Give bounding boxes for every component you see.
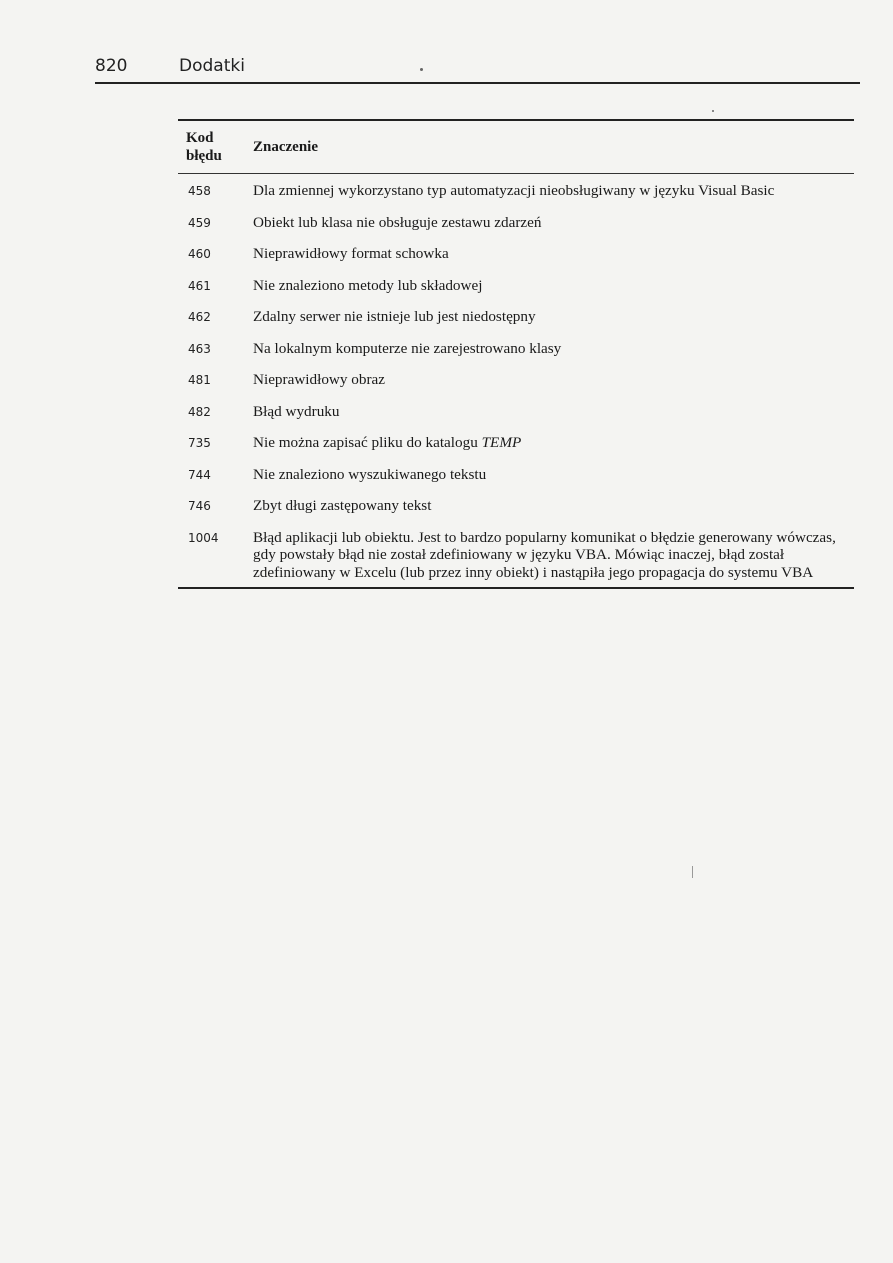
error-code: 462: [188, 310, 211, 324]
page-number: 820: [95, 56, 128, 76]
error-code: 460: [188, 247, 211, 261]
error-description: Nieprawidłowy format schowka: [253, 245, 449, 262]
error-code: 482: [188, 404, 211, 419]
table-row: [178, 398, 854, 430]
table-row: [178, 240, 854, 272]
table-header: [178, 121, 854, 173]
table-row: [178, 524, 854, 588]
error-code: 481: [188, 373, 211, 387]
error-description-text: Nie można zapisać pliku do katalogu: [253, 434, 482, 451]
table-row: [178, 177, 854, 209]
error-description: Nie znaleziono metody lub składowej: [253, 276, 483, 294]
error-code: 1004: [188, 530, 219, 545]
error-description: Nieprawidłowy obraz: [253, 371, 386, 388]
error-description: Błąd wydruku: [253, 402, 340, 420]
column-header-code: [178, 129, 253, 165]
table-row: [178, 335, 854, 367]
error-description: [253, 429, 854, 452]
error-code: 461: [188, 278, 211, 293]
header-rule: [95, 82, 860, 84]
error-description-italic: TEMP: [481, 434, 522, 451]
error-description: Na lokalnym komputerze nie zarejestrowano klasy: [253, 339, 562, 357]
table-row: [178, 209, 854, 241]
page-header: [95, 52, 860, 82]
scan-speck: [692, 866, 693, 878]
error-code: 746: [188, 499, 211, 513]
table-row: [178, 272, 854, 304]
running-title: Dodatki: [179, 56, 245, 76]
error-description: Dla zmiennej wykorzystano typ automatyzacji nieobsługiwany w języku Visual Basic: [253, 182, 775, 199]
table-row: [178, 429, 854, 461]
error-description: Błąd aplikacji lub obiektu. Jest to bardzo popularny komunikat o błędzie generowany wówczas, gdy powstały błąd nie został zdefiniowany w języku VBA. Mówiąc inaczej, błąd został zdefiniowany w Excelu (lub przez inny obiekt) i nastąpiła jego propagacja do systemu VBA: [253, 528, 836, 581]
scan-speck: [712, 110, 714, 112]
column-header-code-line1: Kod: [186, 130, 214, 146]
error-code: 735: [188, 436, 211, 450]
table-row: [178, 366, 854, 398]
table-row: [178, 461, 854, 493]
column-header-code-line2: błędu: [186, 148, 222, 164]
scan-speck: [420, 68, 423, 71]
table-row: [178, 492, 854, 524]
error-code: 459: [188, 215, 211, 230]
table-body: [178, 174, 854, 587]
column-header-description: Znaczenie: [253, 138, 318, 155]
table-row: [178, 303, 854, 335]
error-description: Zbyt długi zastępowany tekst: [253, 497, 432, 514]
table-bottom-rule: [178, 587, 854, 589]
error-codes-table: [178, 119, 854, 589]
error-code: 744: [188, 467, 211, 482]
error-description: Nie znaleziono wyszukiwanego tekstu: [253, 465, 487, 483]
error-description: Zdalny serwer nie istnieje lub jest niedostępny: [253, 308, 536, 325]
error-description: Obiekt lub klasa nie obsługuje zestawu zdarzeń: [253, 213, 542, 231]
error-code: 463: [188, 341, 211, 356]
error-code: 458: [188, 184, 211, 198]
